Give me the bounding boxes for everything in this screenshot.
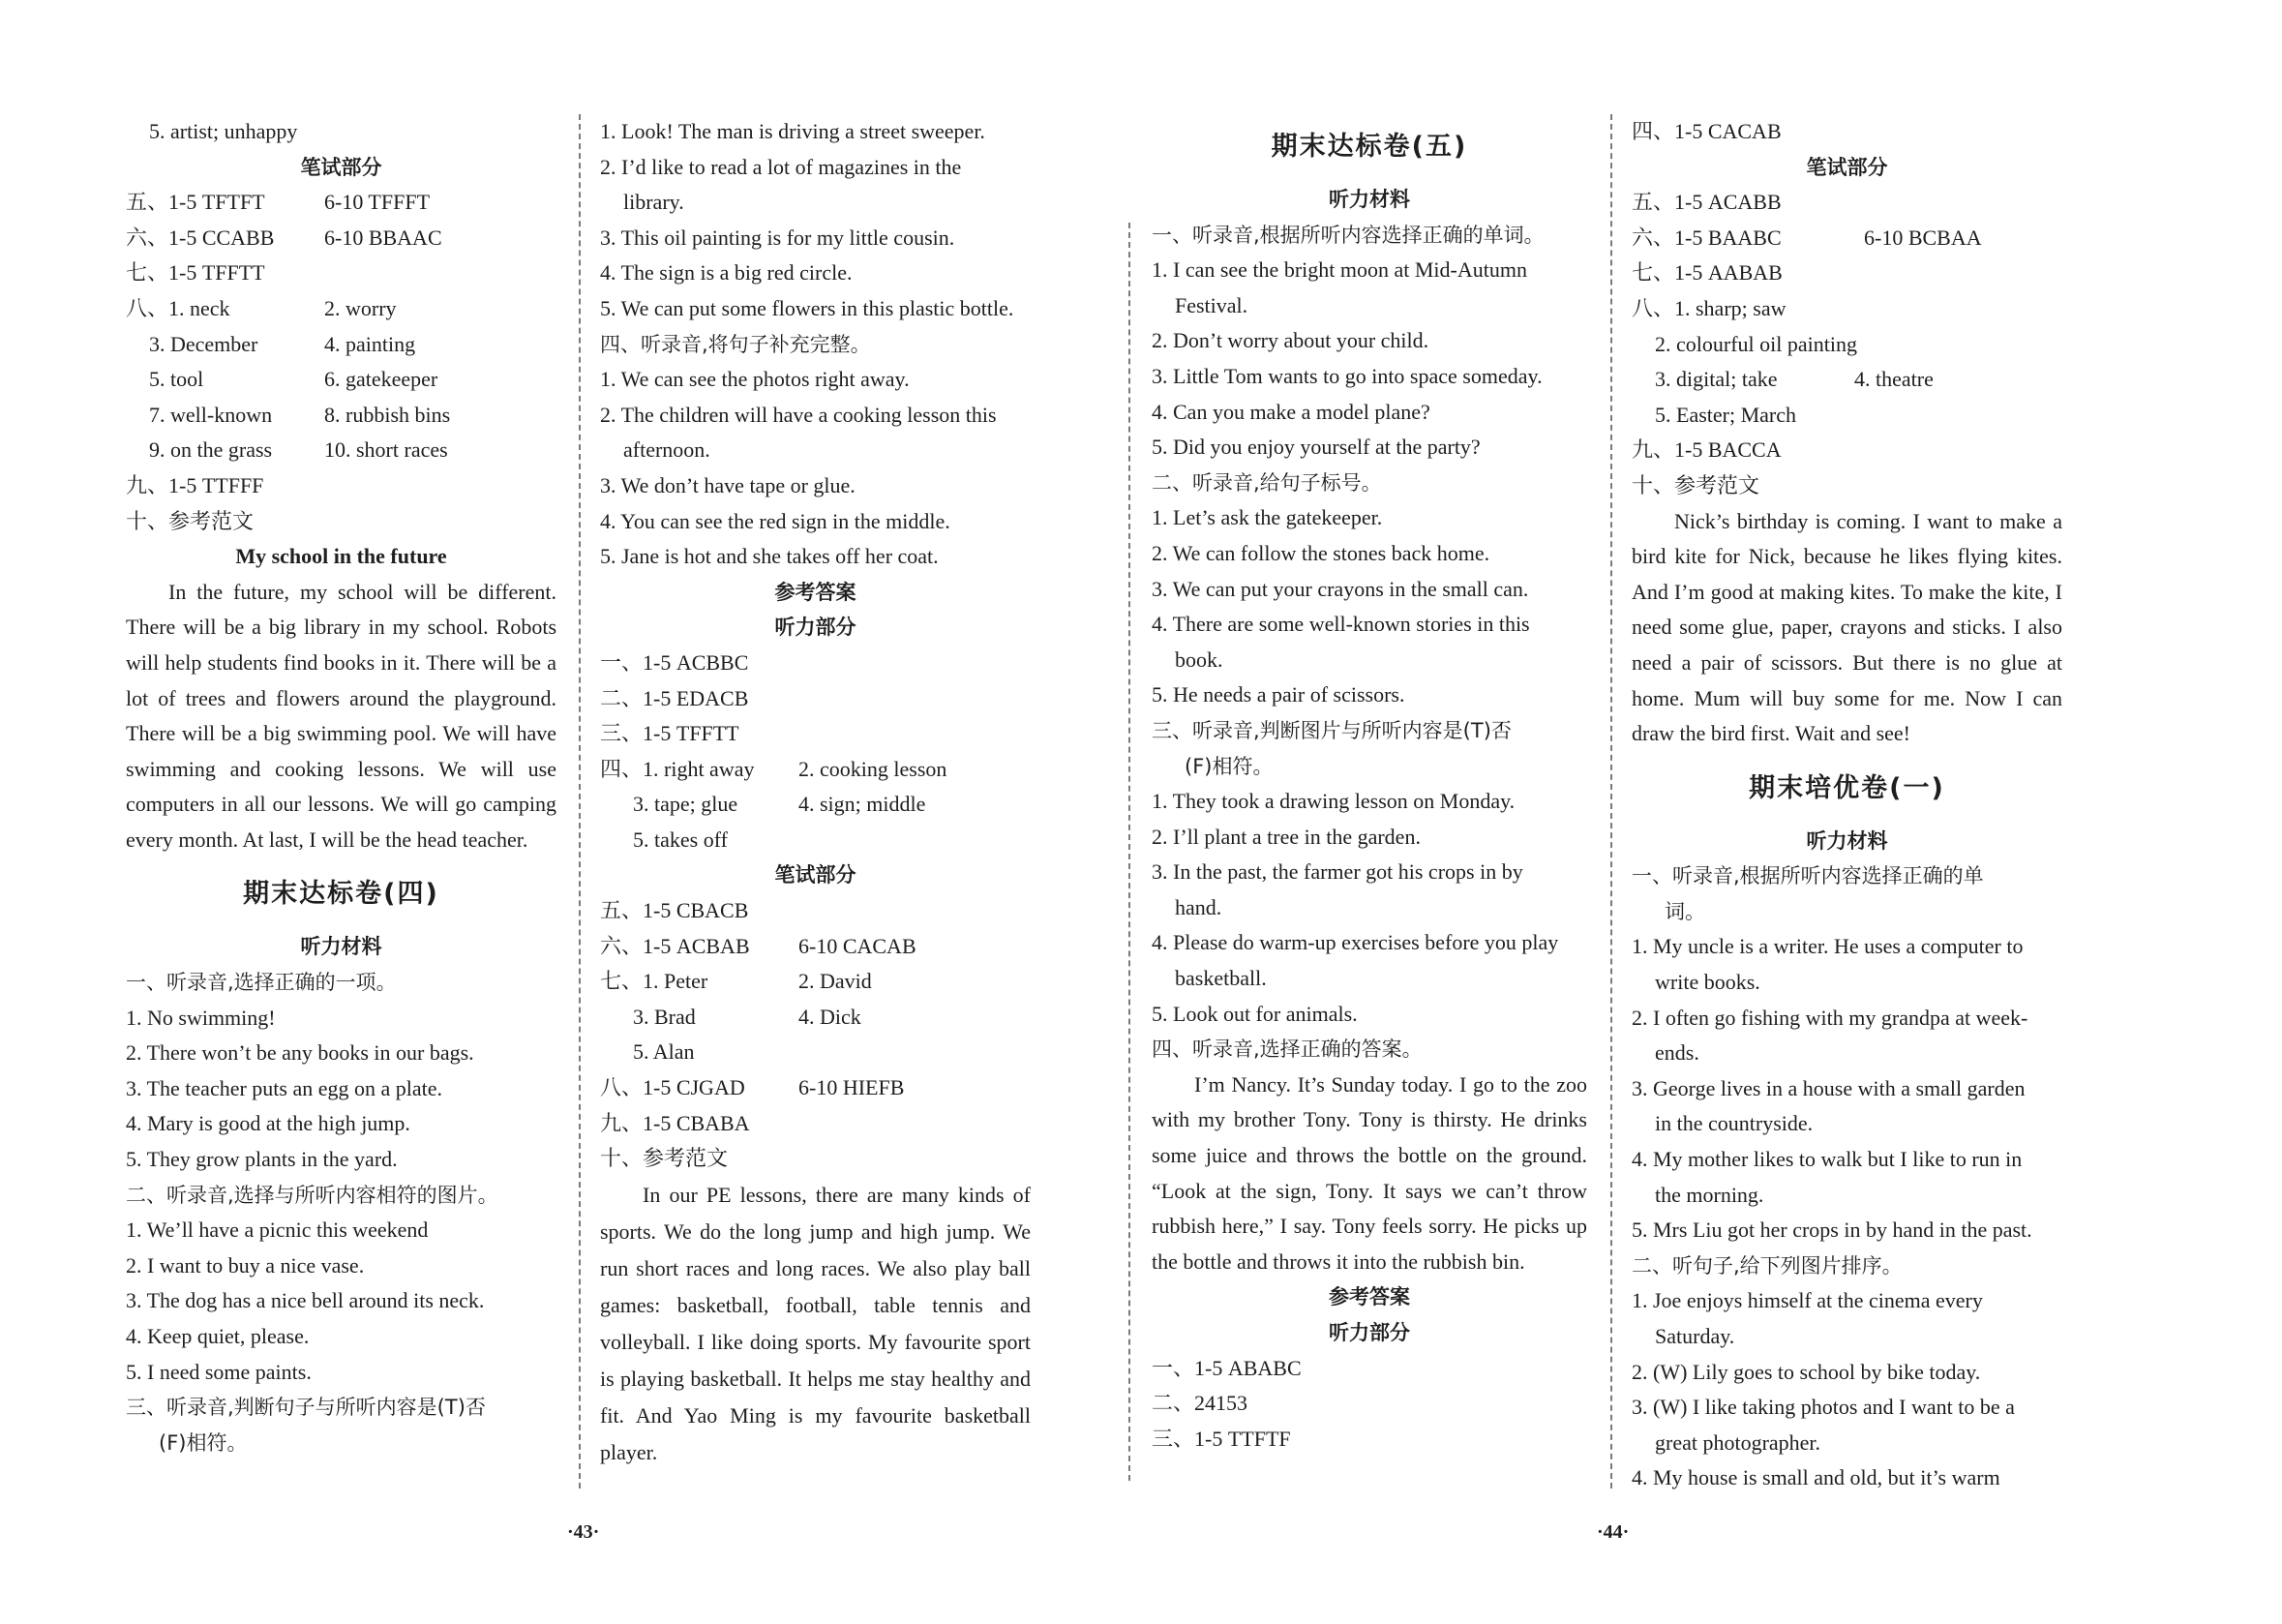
list-item: 2. The children will have a cooking lesson this [600,402,997,427]
answer-line: 七、1-5 AABAB [1632,260,1783,286]
list-item: 5. Look out for animals. [1152,1001,1358,1026]
list-item: 4. Keep quiet, please. [126,1324,310,1348]
list-item: 2. I’d like to read a lot of magazines in the [600,154,962,179]
list-item-cont: Saturday. [1655,1324,1735,1348]
list-item: 2. We can follow the stones back home. [1152,540,1490,565]
section-heading: 听力材料 [1329,188,1410,211]
essay-paragraph: In our PE lessons, there are many kinds of sports. We do the long jump and high jump. We run short races and long races. We also play ball games: basketball, football, table tennis and volleyball. I like doing sports. My favourite sport is playing basketball. It helps me stay healthy and fit. And Yao Ming is my favourite basketball player. [600,1182,1031,1464]
answer-row: 八、1. neck 2. worry [126,295,397,320]
list-item: 4. Mary is good at the high jump. [126,1111,410,1136]
list-item: 3. This oil painting is for my little cousin. [600,225,955,250]
passage-paragraph: I’m Nancy. It’s Sunday today. I go to the zoo with my brother Tony. Tony is thirsty. He drinks some juice and throws the bottle on the ground. “Look at the sign, Tony. It says we can’t throw rubbish here,” I say. Tony feels sorry. He picks up the bottle and throws it into the rubbish bin. [1152,1071,1587,1274]
test-title: 期末达标卷(四) [243,879,439,910]
list-item: 5. He needs a pair of scissors. [1152,682,1405,707]
answer-line: 九、1-5 TTFFF [126,472,264,497]
section-heading: 听力部分 [774,616,856,640]
answer-line: 十、参考范文 [600,1146,729,1171]
question-heading: 四、听录音,将句子补充完整。 [600,332,871,356]
list-item-cont: afternoon. [623,437,710,463]
test-title: 期末培优卷(一) [1749,772,1945,803]
answer-line: 十、参考范文 [1632,472,1760,497]
list-item: 3. In the past, the farmer got his crops in by [1152,859,1523,885]
list-item-cont: book. [1175,647,1223,672]
answer-line: 十、参考范文 [126,508,255,533]
question-heading: 二、听录音,给句子标号。 [1152,470,1382,495]
answer-line: 二、1-5 EDACB [600,685,749,710]
list-item: 2. I often go fishing with my grandpa at week- [1632,1005,2028,1030]
answer-line: 三、1-5 TFFTT [600,721,739,746]
answer-row: 3. digital; take 4. theatre [1655,367,1934,392]
list-item-cont: in the countryside. [1655,1111,1814,1136]
list-item: 1. I can see the bright moon at Mid-Autumn [1152,257,1527,283]
list-item: 5. Did you enjoy yourself at the party? [1152,435,1481,460]
answer-row: 四、1. right away 2. cooking lesson [600,756,947,781]
section-heading: 参考答案 [1329,1285,1410,1309]
answer-line: 二、24153 [1152,1391,1248,1416]
list-item: 2. Don’t worry about your child. [1152,328,1429,353]
list-item: 4. Please do warm-up exercises before you play [1152,930,1559,955]
test-title: 期末达标卷(五) [1271,132,1468,162]
column-divider [1610,114,1612,1489]
list-item-cont: ends. [1655,1040,1699,1066]
essay-title: My school in the future [235,544,447,569]
answer-row: 3. Brad 4. Dick [633,1004,861,1029]
question-heading: 一、听录音,根据所听内容选择正确的单 [1632,864,1984,888]
essay-paragraph: Nick’s birthday is coming. I want to make a bird kite for Nick, because he likes flying kites. And I’m good at making kites. To make the kite, I need some glue, paper, crayons and sticks. I also need a pair of scissors. But there is no glue at home. Mum will buy some for me. Now I can draw the bird first. Wait and see! [1632,508,2062,746]
list-item: 5. We can put some flowers in this plastic bottle. [600,295,1014,320]
question-heading: 三、听录音,判断图片与所听内容是(T)否 [1152,718,1512,742]
list-item: 1. Look! The man is driving a street sweeper. [600,119,985,143]
answer-row: 7. well-known 8. rubbish bins [149,402,451,427]
list-item-cont: the morning. [1655,1182,1764,1207]
list-item: 1. We can see the photos right away. [600,367,910,392]
list-item: 4. The sign is a big red circle. [600,260,853,286]
list-item-cont: basketball. [1175,966,1267,991]
list-item: 3. We can put your crayons in the small can. [1152,576,1529,601]
answer-row: 9. on the grass 10. short races [149,437,448,463]
section-heading: 听力材料 [1806,828,1888,853]
list-item: 3. (W) I like taking photos and I want to be a [1632,1395,2015,1420]
column-4 [1632,114,2062,1496]
question-heading-cont: (F)相符。 [1185,754,1274,778]
list-item: 1. My uncle is a writer. He uses a computer to [1632,934,2024,959]
column-2 [600,114,1031,1471]
list-item-cont: library. [623,190,684,215]
list-item-cont: Festival. [1175,292,1248,317]
answer-row: 3. tape; glue 4. sign; middle [633,792,926,817]
list-item: 1. They took a drawing lesson on Monday. [1152,789,1516,814]
answer-row: 五、1-5 TFTFT 6-10 TFFFT [126,190,431,215]
list-item: 4. My mother likes to walk but I like to run in [1632,1147,2023,1172]
answer-row: 5. tool 6. gatekeeper [149,367,438,392]
question-heading: 二、听句子,给下列图片排序。 [1632,1253,1903,1278]
list-item-cont: hand. [1175,894,1222,919]
answer-line: 四、1-5 CACAB [1632,119,1782,143]
answer-line: 五、1-5 ACABB [1632,190,1782,215]
answer-line: 5. Easter; March [1655,402,1796,427]
column-divider [579,114,581,1489]
list-item: 1. Joe enjoys himself at the cinema every [1632,1288,1983,1313]
list-item: 4. My house is small and old, but it’s warm [1632,1465,2000,1490]
list-item: 3. Little Tom wants to go into space someday. [1152,363,1543,388]
list-item: 2. There won’t be any books in our bags. [126,1040,474,1066]
list-item: 4. Can you make a model plane? [1152,399,1430,424]
answer-line: 5. takes off [633,827,728,852]
answer-line: 七、1-5 TFFTT [126,260,265,286]
list-item: 3. The dog has a nice bell around its neck. [126,1288,485,1313]
answer-line: 八、1. sharp; saw [1632,295,1787,320]
list-item: 1. Let’s ask the gatekeeper. [1152,505,1383,530]
list-item: 5. Jane is hot and she takes off her coat. [600,544,939,569]
list-item: 5. They grow plants in the yard. [126,1147,398,1172]
answer-line: 五、1-5 CBACB [600,898,749,923]
list-item: 5. I need some paints. [126,1359,312,1384]
answer-row: 3. December 4. painting [149,331,416,356]
answer-row: 六、1-5 CCABB 6-10 BBAAC [126,225,442,250]
answer-line: 5. Alan [633,1039,695,1065]
answer-row: 六、1-5 ACBAB 6-10 CACAB [600,933,916,958]
essay-paragraph: In the future, my school will be different. There will be a big library in my school. Robots will help students find books in it. There will be a lot of trees and flowers around the playground. There will be a big swimming pool. We will have swimming and cooking lessons. We will use computers in all our lessons. We will go camping every month. At last, I will be the head teacher. [126,579,556,852]
answer-row: 六、1-5 BAABC 6-10 BCBAA [1632,225,1982,250]
answer-line: 九、1-5 CBABA [600,1110,750,1135]
list-item-cont: great photographer. [1655,1429,1821,1455]
column-divider [1128,223,1130,1481]
answer-line: 九、1-5 BACCA [1632,437,1782,463]
answer-line: 一、1-5 ACBBC [600,649,749,675]
column-3 [1152,114,1587,1457]
question-heading: 一、听录音,根据所听内容选择正确的单词。 [1152,223,1545,247]
question-heading: 三、听录音,判断句子与所听内容是(T)否 [126,1396,486,1420]
list-item: 4. There are some well-known stories in this [1152,612,1530,637]
list-item: 3. George lives in a house with a small garden [1632,1075,2026,1100]
list-item: 1. We’ll have a picnic this weekend [126,1218,429,1243]
page-number-right: ·44· [1597,1521,1630,1543]
list-item: 1. No swimming! [126,1005,276,1030]
list-item: 5. Mrs Liu got her crops in by hand in the past. [1632,1218,2032,1243]
answer-row: 八、1-5 CJGAD 6-10 HIEFB [600,1075,905,1100]
question-heading: 一、听录音,选择正确的一项。 [126,971,397,995]
list-item: 2. I’ll plant a tree in the garden. [1152,824,1421,849]
answer-line: 2. colourful oil painting [1655,331,1857,356]
answer-row: 七、1. Peter 2. David [600,969,872,994]
list-item: 3. The teacher puts an egg on a plate. [126,1075,443,1100]
section-heading: 笔试部分 [774,863,856,887]
list-item: 2. I want to buy a nice vase. [126,1252,365,1278]
section-heading: 听力材料 [300,935,382,959]
list-item: 4. You can see the red sign in the middle. [600,508,950,533]
section-heading: 笔试部分 [1806,155,1888,179]
question-heading: 二、听录音,选择与所听内容相符的图片。 [126,1183,498,1207]
question-heading-cont: (F)相符。 [159,1430,248,1455]
list-item: 2. (W) Lily goes to school by bike today. [1632,1359,1981,1384]
question-heading: 四、听录音,选择正确的答案。 [1152,1038,1423,1062]
answer-line: 5. artist; unhappy [149,119,298,143]
list-item: 3. We don’t have tape or glue. [600,472,856,497]
page-number-left: ·43· [567,1521,600,1543]
section-heading: 笔试部分 [300,155,382,179]
section-heading: 听力部分 [1329,1321,1410,1344]
question-heading-cont: 词。 [1665,899,1705,923]
section-heading: 参考答案 [774,580,856,604]
column-1 [126,114,556,1460]
list-item-cont: write books. [1655,970,1760,995]
answer-line: 一、1-5 ABABC [1152,1355,1302,1380]
answer-line: 三、1-5 TTFTF [1152,1426,1291,1451]
